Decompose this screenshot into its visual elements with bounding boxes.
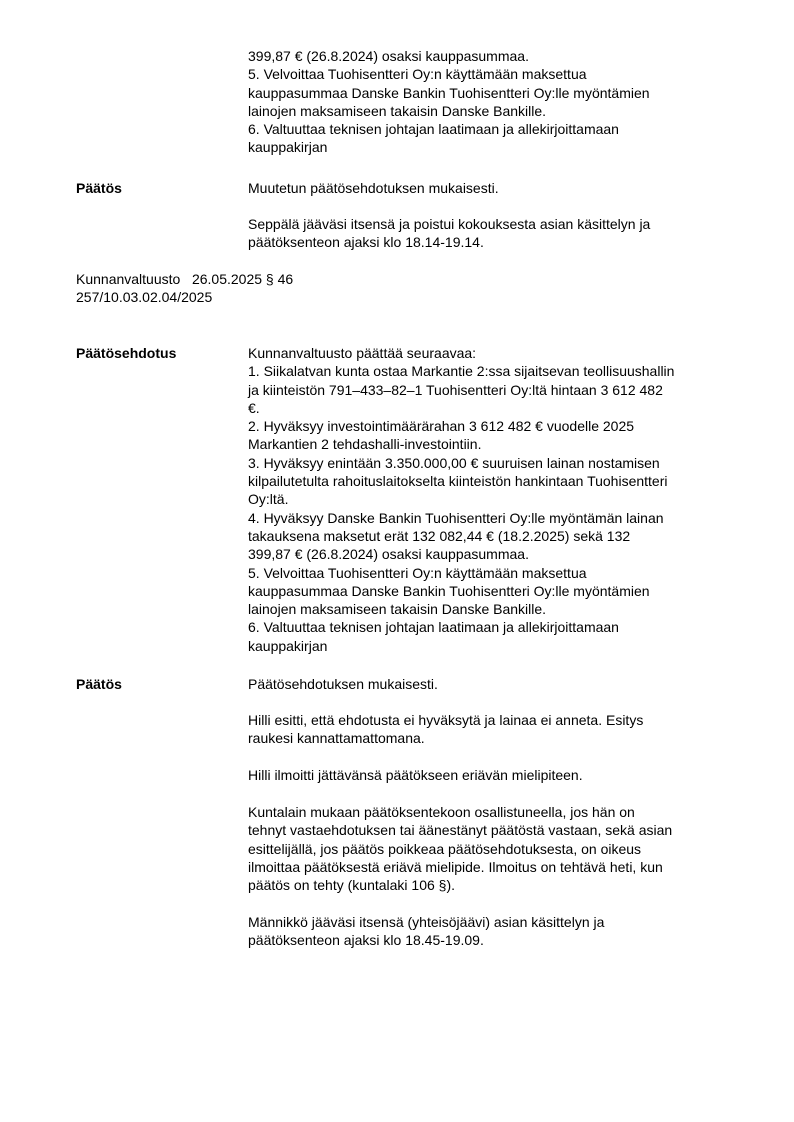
section2-decision-label: Päätös [76,676,122,692]
text-line: Kuntalain mukaan päätöksentekoon osallistuneella, jos hän on [248,804,635,820]
mannikko-recusal-text [248,913,748,950]
text-line: kilpailutetulta rahoituslaitokselta kiinteistön hankintaan Tuohisentteri [248,473,668,490]
text-line: 2. Hyväksyy investointimäärärahan 3 612 482 € vuodelle 2025 [248,418,635,435]
text-line: ilmoittaa päätöksestä eriävä mielipide. Ilmoitus on tehtävä heti, kun [248,858,663,875]
text-line: kauppakirjan [248,139,328,156]
text-line: Männikkö jääväsi itsensä (yhteisöjäävi) asian käsittelyn ja [248,914,605,930]
text-line: 6. Valtuuttaa teknisen johtajan laatimaan ja allekirjoittamaan [248,121,619,138]
hilli-dissent-text [248,766,748,784]
text-line: päätöksenteon ajaksi klo 18.14-19.14. [248,234,484,251]
text-line: 3. Hyväksyy enintään 3.350.000,00 € suuruisen lainan nostamisen [248,454,660,471]
text-line: Oy:ltä. [248,491,289,508]
text-line: raukesi kannattamattomana. [248,730,425,747]
text-line: Hilli ilmoitti jättävänsä päätökseen eriävän mielipiteen. [248,767,583,783]
hilli-proposal-text [248,711,748,748]
case-number: 257/10.03.02.04/2025 [76,289,213,306]
meeting-line: Kunnanvaltuusto 26.05.2025 § 46 [76,271,294,287]
section1-recusal-text [248,215,748,252]
section1-decision-label: Päätös [76,180,122,196]
text-line: esittelijällä, jos päätös poikkeaa päätösehdotuksesta, on oikeus [248,840,642,857]
text-line: 1. Siikalatvan kunta ostaa Markantie 2:ssa sijaitsevan teollisuushallin [248,363,675,380]
section2-proposal-text [248,344,748,655]
text-line: 4. Hyväksyy Danske Bankin Tuohisentteri Oy:lle myöntämän lainan [248,509,664,526]
text-line: €. [248,399,260,416]
section1-decision-text [248,179,748,197]
text-line: lainojen maksamiseen takaisin Danske Bankille. [248,102,547,119]
text-line: Markantien 2 tehdashalli-investointiin. [248,436,482,453]
section1-continued-text [248,47,748,157]
text-line: 399,87 € (26.8.2024) osaksi kauppasummaa. [248,546,529,563]
text-line: Päätösehdotuksen mukaisesti. [248,676,438,692]
text-line: ja kiinteistön 791–433–82–1 Tuohisentteri Oy:ltä hintaan 3 612 482 [248,381,663,398]
text-line: kauppasummaa Danske Bankin Tuohisentteri Oy:lle myöntämien [248,84,650,101]
text-line: 6. Valtuuttaa teknisen johtajan laatimaan ja allekirjoittamaan [248,619,619,636]
text-line: kauppakirjan [248,637,328,654]
law-text [248,803,748,894]
section2-decision-text [248,675,748,693]
text-line: 5. Velvoittaa Tuohisentteri Oy:n käyttämään maksettua [248,564,587,581]
text-line: Kunnanvaltuusto päättää seuraavaa: [248,345,477,361]
meeting-reference [76,270,293,307]
text-line: 5. Velvoittaa Tuohisentteri Oy:n käyttämään maksettua [248,66,587,83]
text-line: päätöksenteon ajaksi klo 18.45-19.09. [248,932,484,949]
text-line: kauppasummaa Danske Bankin Tuohisentteri Oy:lle myöntämien [248,582,650,599]
text-line: päätös on tehty (kuntalaki 106 §). [248,877,456,894]
text-line: Seppälä jääväsi itsensä ja poistui kokouksesta asian käsittelyn ja [248,216,651,232]
text-line: Hilli esitti, että ehdotusta ei hyväksytä ja lainaa ei anneta. Esitys [248,712,644,728]
section2-proposal-label: Päätösehdotus [76,345,177,361]
text-line: takauksena maksetut erät 132 082,44 € (18.2.2025) sekä 132 [248,527,631,544]
text-line: lainojen maksamiseen takaisin Danske Bankille. [248,601,547,618]
text-line: 399,87 € (26.8.2024) osaksi kauppasummaa. [248,48,529,64]
text-line: tehnyt vastaehdotuksen tai äänestänyt päätöstä vastaan, sekä asian [248,822,673,839]
text-line: Muutetun päätösehdotuksen mukaisesti. [248,180,499,196]
